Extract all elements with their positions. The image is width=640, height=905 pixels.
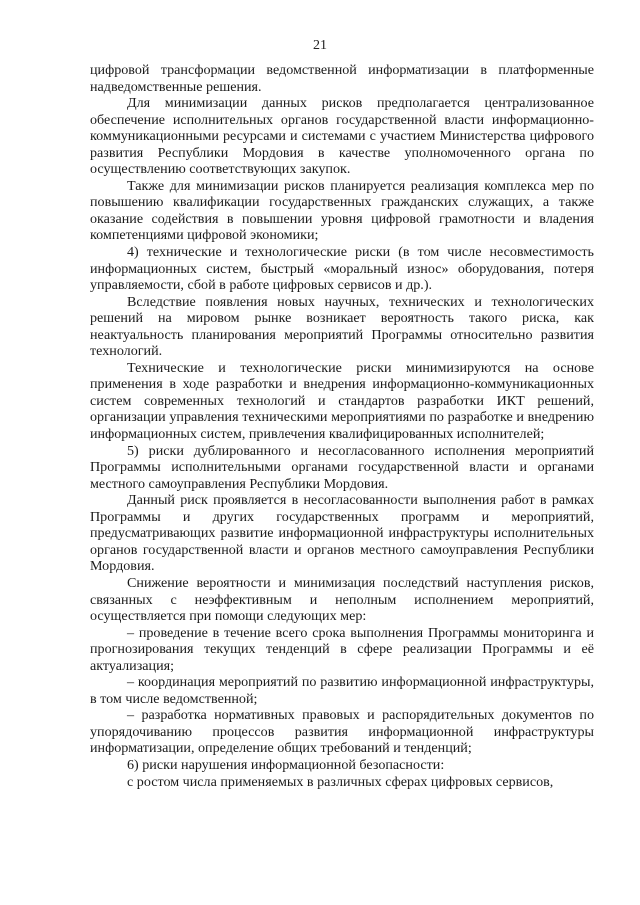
- paragraph: цифровой трансформации ведомственной информатизации в платформенные надведомственные решения.: [90, 62, 594, 95]
- paragraph: Вследствие появления новых научных, технических и технологических решений на мировом рынке возникает вероятность такого риска, как неактуальность планирования мероприятий Программы относительно развития технологий.: [90, 293, 594, 360]
- paragraph: 5) риски дублированного и несогласованного исполнения мероприятий Программы исполнительными органами государственной власти и органами местного самоуправления Республики Мордовия.: [90, 442, 594, 492]
- paragraph: с ростом числа применяемых в различных сферах цифровых сервисов,: [127, 773, 554, 790]
- page-number: 21: [313, 38, 327, 53]
- paragraph: 4) технические и технологические риски (в том числе несовместимость информационных систем, быстрый «моральный износ» оборудования, потеря управляемости, сбой в работе цифровых сервисов и др.).: [90, 244, 594, 294]
- list-item: – разработка нормативных правовых и распорядительных документов по упорядочиванию процессов развития информационной инфраструктуры информатизации, определение общих требований и тенденций;: [90, 707, 594, 757]
- paragraph: Технические и технологические риски минимизируются на основе применения в ходе разработки и внедрения информационно-коммуникационных систем современных технологий и стандартов разработки ИКТ решений, организации управления техническими мероприятиями по разработке и внедрению информационных систем, привлечения квалифицированных исполнителей;: [90, 359, 594, 443]
- paragraph: 6) риски нарушения информационной безопасности:: [127, 756, 445, 773]
- body-text: [90, 62, 594, 790]
- paragraph: Для минимизации данных рисков предполагается централизованное обеспечение исполнительных органов государственной власти информационно-коммуникационными ресурсами и системами с участием Министерства цифрового развития Республики Мордовия в качестве уполномоченного органа по осуществлению соответствующих закупок.: [90, 95, 594, 178]
- paragraph: Также для минимизации рисков планируется реализация комплекса мер по повышению квалификации государственных гражданских служащих, а также оказание содействия в повышении уровня цифровой грамотности и владения компетенциями цифровой экономики;: [90, 177, 594, 244]
- list-item: – проведение в течение всего срока выполнения Программы мониторинга и прогнозирования текущих тенденций в сфере реализации Программы и её актуализация;: [90, 624, 594, 674]
- list-item: – координация мероприятий по развитию информационной инфраструктуры, в том числе ведомственной;: [90, 674, 594, 707]
- paragraph: Снижение вероятности и минимизация последствий наступления рисков, связанных с неэффективным и неполным исполнением мероприятий, осуществляется при помощи следующих мер:: [90, 574, 594, 625]
- paragraph: Данный риск проявляется в несогласованности выполнения работ в рамках Программы и других государственных программ и мероприятий, предусматривающих развитие информационной инфраструктуры исполнительных органов государственной власти и органов местного самоуправления Республики Мордовия.: [90, 492, 594, 575]
